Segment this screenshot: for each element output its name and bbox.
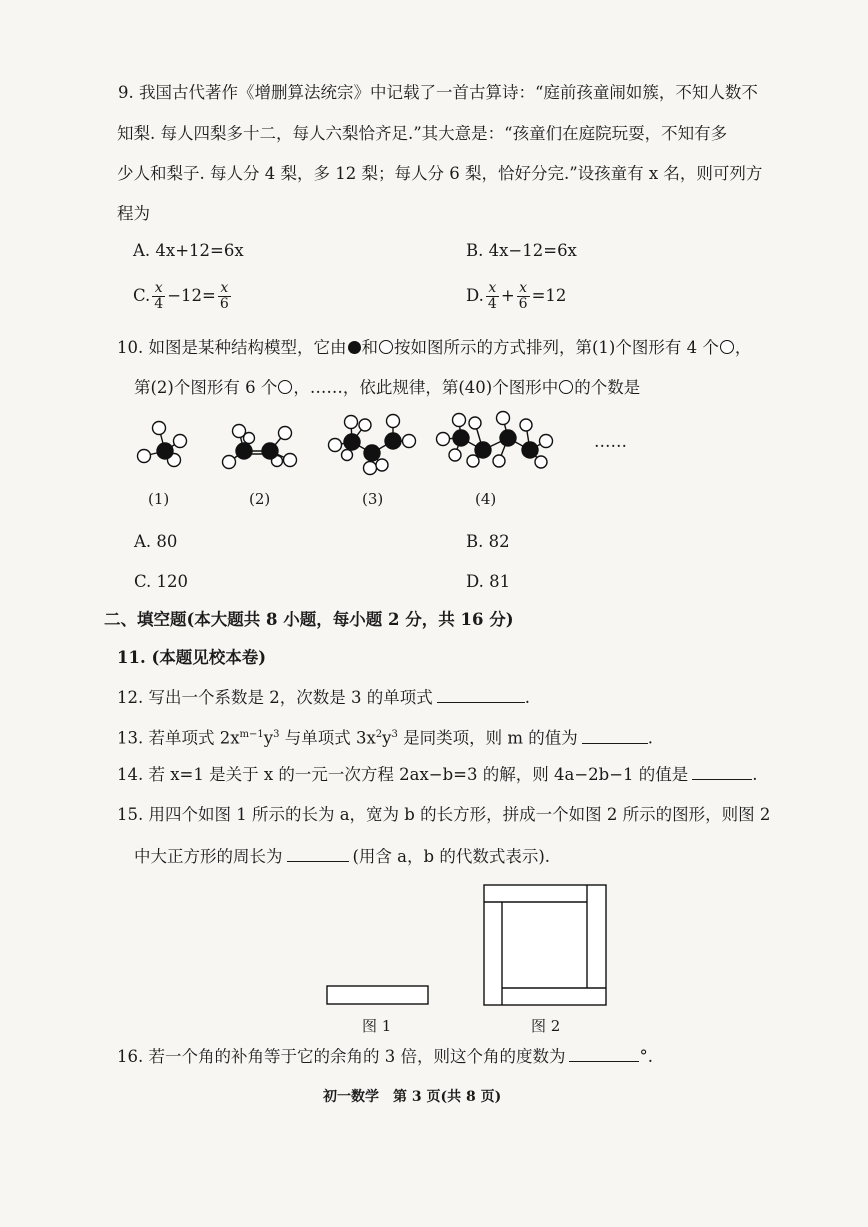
white-ball — [284, 454, 297, 467]
white-ball — [520, 419, 532, 431]
black-ball — [475, 442, 491, 458]
caption-fig-3: (3) — [362, 490, 384, 508]
white-ball — [469, 417, 481, 429]
black-ball — [344, 434, 360, 450]
black-ball-icon — [348, 341, 361, 354]
white-ball — [497, 412, 510, 425]
black-ball — [236, 443, 252, 459]
white-ball — [540, 435, 553, 448]
q15-figure-1 — [326, 985, 430, 1007]
white-ball — [364, 462, 377, 475]
fraction: $\frac{x}{4}$ — [154, 280, 164, 312]
q10-line1: 10. 如图是某种结构模型，它由 和 按如图所示的方式排列，第(1)个图形有 4 个 ， — [117, 338, 752, 357]
q15-line1: 15. 用四个如图 1 所示的长为 a，宽为 b 的长方形，拼成一个如图 2 所示的图形，则图 2 — [117, 805, 771, 824]
q10-line2: 第(2)个图形有 6 个 ，……，依此规律，第(40)个图形中 的个数是 — [134, 378, 641, 397]
structure-figures — [125, 405, 575, 485]
white-ball-icon — [379, 340, 393, 354]
q9-option-c-label: C. — [133, 286, 151, 305]
fraction: $\frac{x}{6}$ — [219, 280, 229, 312]
q12: 12. 写出一个系数是 2，次数是 3 的单项式 . — [117, 688, 530, 707]
white-ball — [174, 435, 187, 448]
white-ball — [279, 427, 292, 440]
white-ball — [342, 450, 353, 461]
black-ball — [500, 430, 516, 446]
page-footer: 初一数学 第 3 页(共 8 页) — [323, 1089, 502, 1105]
q13-answer-blank[interactable] — [582, 727, 648, 744]
q12-answer-blank[interactable] — [437, 686, 525, 703]
black-ball — [385, 433, 401, 449]
q15-figure-2 — [483, 884, 609, 1008]
q16-answer-blank[interactable] — [569, 1045, 639, 1062]
q9-option-d: D. $\frac{x}{4}$ + $\frac{x}{6}$ =12 — [466, 280, 567, 312]
white-ball — [376, 459, 388, 471]
q9-line1: 9. 我国古代著作《增删算法统宗》中记载了一首古算诗：“庭前孩童闹如簇，不知人数不 — [118, 83, 758, 102]
white-ball-icon — [720, 340, 734, 354]
white-ball — [329, 439, 342, 452]
q15-answer-blank[interactable] — [287, 845, 349, 862]
q15-line2: 中大正方形的周长为 (用含 a，b 的代数式表示). — [134, 847, 551, 866]
caption-figure-1: 图 1 — [362, 1017, 392, 1035]
white-ball — [387, 415, 400, 428]
white-ball — [453, 414, 466, 427]
black-ball — [364, 445, 380, 461]
white-ball — [153, 422, 166, 435]
caption-fig-2: (2) — [249, 490, 271, 508]
q9-line3: 少人和梨子. 每人分 4 梨，多 12 梨；每人分 6 梨，恰好分完.”设孩童有 x 名，则可列方 — [117, 164, 763, 183]
white-ball — [437, 433, 450, 446]
q10-option-b: B. 82 — [466, 532, 510, 551]
q9-line2: 知梨. 每人四梨多十二，每人六梨恰齐足.”其大意是：“孩童们在庭院玩耍，不知有多 — [117, 124, 728, 143]
section-2-title: 二、填空题(本大题共 8 小题，每小题 2 分，共 16 分) — [104, 610, 514, 629]
figures-ellipsis: …… — [594, 432, 627, 451]
caption-fig-1: (1) — [148, 490, 170, 508]
white-ball — [493, 455, 505, 467]
white-ball — [345, 416, 358, 429]
q9-option-c: C. $\frac{x}{4}$ −12= $\frac{x}{6}$ — [133, 280, 229, 312]
black-ball — [522, 442, 538, 458]
white-ball — [359, 419, 371, 431]
white-ball — [449, 449, 461, 461]
q11: 11. (本题见校本卷) — [117, 648, 267, 667]
q13: 13. 若单项式 $2x^{m-1}y^3$ 与单项式 $3x^2y^3$ 是同类项，则 m 的值为 . — [117, 728, 653, 748]
white-ball — [138, 450, 151, 463]
rectangle-a-by-b — [327, 986, 428, 1004]
q14-answer-blank[interactable] — [692, 763, 752, 780]
q10-option-a: A. 80 — [134, 532, 178, 551]
caption-figure-2: 图 2 — [531, 1017, 561, 1035]
q9-line4: 程为 — [117, 204, 150, 223]
white-ball — [223, 456, 236, 469]
q9-option-a: A. 4x+12=6x — [133, 241, 244, 260]
q9-option-b: B. 4x−12=6x — [466, 241, 577, 260]
white-ball-icon — [559, 380, 573, 394]
white-ball — [467, 455, 479, 467]
q10-option-c: C. 120 — [134, 572, 189, 591]
fraction: $\frac{x}{6}$ — [518, 280, 528, 312]
caption-fig-4: (4) — [475, 490, 497, 508]
q14: 14. 若 x=1 是关于 x 的一元一次方程 2ax−b=3 的解，则 4a−2b−1 的值是 . — [117, 765, 758, 784]
white-ball-icon — [278, 380, 292, 394]
white-ball — [535, 456, 547, 468]
q9-option-d-label: D. — [466, 286, 484, 305]
white-ball — [403, 435, 416, 448]
q16: 16. 若一个角的补角等于它的余角的 3 倍，则这个角的度数为 °. — [117, 1047, 653, 1066]
black-ball — [157, 443, 173, 459]
black-ball — [262, 443, 278, 459]
q10-option-d: D. 81 — [466, 572, 511, 591]
black-ball — [453, 430, 469, 446]
white-ball — [244, 433, 255, 444]
fraction: $\frac{x}{4}$ — [487, 280, 497, 312]
